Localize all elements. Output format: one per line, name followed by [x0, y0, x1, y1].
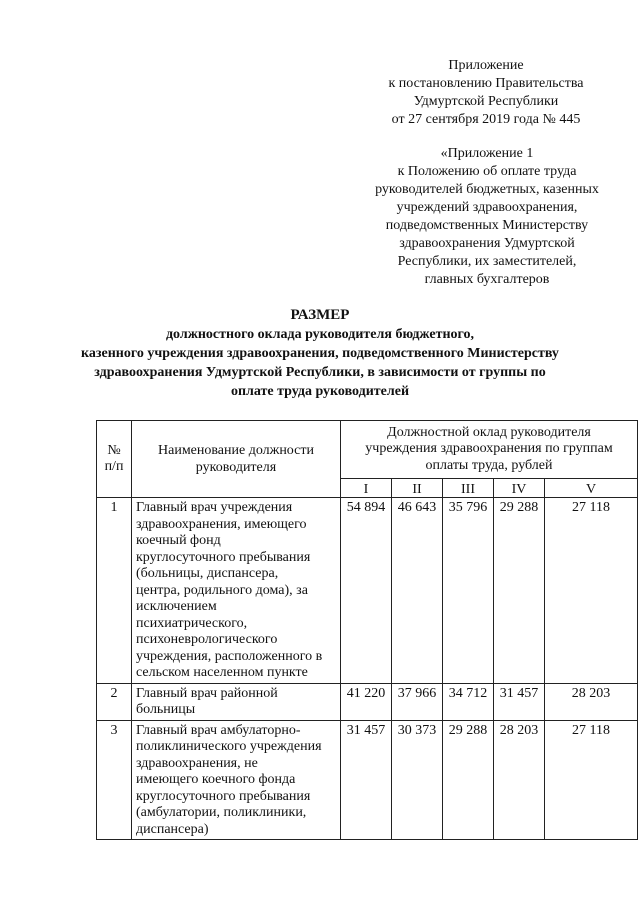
header-group: IV — [494, 479, 545, 498]
salary-value: 34 712 — [443, 683, 494, 720]
header-salary — [341, 421, 638, 479]
position-line: центра, родильного дома), за — [136, 582, 308, 598]
position-line: (больницы, диспансера, — [136, 566, 279, 581]
appendix1-line: подведомственных Министерству — [385, 218, 589, 233]
position-line: исключением — [136, 599, 217, 614]
salary-value: 30 373 — [392, 720, 443, 840]
salary-value: 35 796 — [443, 498, 494, 684]
salary-value: 27 118 — [545, 498, 638, 684]
position-line: круглосуточного пребывания — [136, 549, 311, 565]
position-line: психоневрологического — [136, 632, 278, 647]
salary-value: 31 457 — [341, 720, 392, 840]
title-line: оплате труда руководителей — [230, 384, 410, 399]
appendix1-line: Республики, их заместителей, — [397, 254, 577, 269]
position-line: диспансера) — [136, 821, 209, 837]
salary-value: 41 220 — [341, 683, 392, 720]
appendix1-line: к Положению об оплате труда — [397, 164, 577, 179]
salary-value: 28 203 — [494, 720, 545, 840]
appendix-block — [372, 57, 600, 129]
position-line: Главный врач учреждения — [136, 500, 293, 515]
salary-value: 29 288 — [494, 498, 545, 684]
table-row — [97, 683, 638, 720]
appendix1-block — [352, 145, 622, 289]
header-position — [132, 421, 341, 498]
title-heading: РАЗМЕР — [290, 307, 350, 323]
document-title — [70, 306, 570, 401]
position-line: коечный фонд — [136, 533, 221, 548]
appendix-line: Приложение — [448, 58, 524, 73]
position-line: психиатрического, — [136, 615, 248, 631]
row-number: 1 — [97, 498, 132, 684]
salary-value: 31 457 — [494, 683, 545, 720]
title-line: должностного оклада руководителя бюджетного, — [165, 327, 475, 342]
position-line: Главный врач амбулаторно- — [136, 722, 301, 738]
row-number: 2 — [97, 683, 132, 720]
appendix-line: Удмуртской Республики — [413, 94, 559, 109]
row-position — [132, 498, 341, 684]
appendix-line: от 27 сентября 2019 года № 445 — [391, 112, 581, 127]
row-position — [132, 683, 341, 720]
appendix1-line: учреждений здравоохранения, — [396, 200, 578, 215]
position-line: больницы — [136, 702, 196, 717]
position-line: здравоохранения, не — [136, 755, 258, 771]
appendix1-line: здравоохранения Удмуртской — [399, 236, 575, 251]
position-line: сельском населенном пункте — [136, 665, 308, 680]
salary-table — [96, 420, 638, 840]
appendix1-line: главных бухгалтеров — [424, 272, 550, 287]
header-no-line: п/п — [104, 459, 124, 474]
header-position-line: руководителя — [195, 459, 277, 475]
header-salary-line: Должностной оклад руководителя — [387, 424, 591, 440]
position-line: (амбулатории, поликлиники, — [136, 805, 307, 820]
salary-value: 28 203 — [545, 683, 638, 720]
appendix-line: к постановлению Правительства — [388, 76, 584, 91]
header-salary-line: учреждения здравоохранения по группам — [365, 441, 613, 457]
position-line: имеющего коечного фонда — [136, 772, 296, 787]
row-position — [132, 720, 341, 840]
position-line: Главный врач районной — [136, 685, 278, 701]
header-group: II — [392, 479, 443, 498]
table-row — [97, 720, 638, 840]
header-no — [97, 421, 132, 498]
position-line: учреждения, расположенного в — [136, 648, 323, 664]
salary-value: 29 288 — [443, 720, 494, 840]
position-line: поликлинического учреждения — [136, 739, 322, 754]
salary-value: 54 894 — [341, 498, 392, 684]
title-line: здравоохранения Удмуртской Республики, в зависимости от группы по — [94, 365, 546, 380]
header-group: V — [545, 479, 638, 498]
table-row — [97, 498, 638, 684]
salary-value: 27 118 — [545, 720, 638, 840]
header-position-line: Наименование должности — [158, 443, 314, 458]
header-group: III — [443, 479, 494, 498]
appendix1-line: руководителей бюджетных, казенных — [375, 182, 599, 197]
row-number: 3 — [97, 720, 132, 840]
title-line: казенного учреждения здравоохранения, подведомственного Министерству — [81, 346, 559, 361]
position-line: круглосуточного пребывания — [136, 788, 311, 804]
position-line: здравоохранения, имеющего — [136, 516, 307, 532]
header-group: I — [341, 479, 392, 498]
header-salary-line: оплаты труда, рублей — [425, 457, 553, 473]
table-header-row — [97, 421, 638, 479]
appendix1-line: «Приложение 1 — [440, 146, 534, 161]
header-no-line: № — [107, 442, 121, 458]
salary-value: 37 966 — [392, 683, 443, 720]
salary-value: 46 643 — [392, 498, 443, 684]
